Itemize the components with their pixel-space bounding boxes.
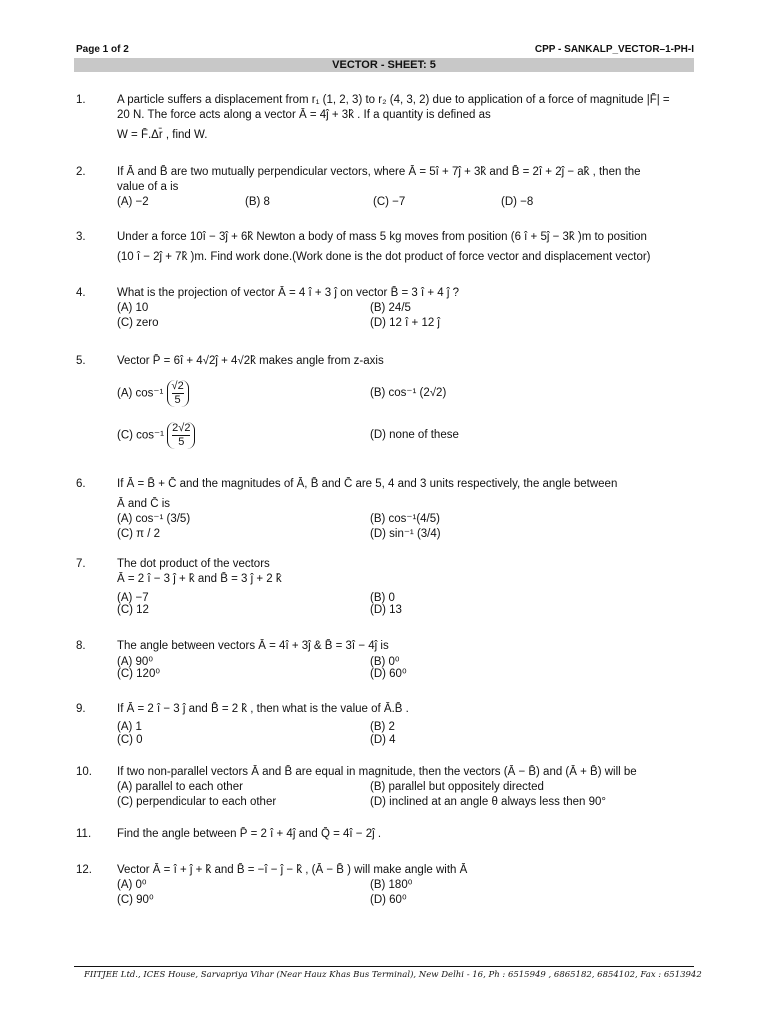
- option-c: (C) −7: [373, 196, 406, 208]
- question-7: 7. The dot product of the vectors Ā = 2 î − 3 ĵ + k̂ and B̄ = 3 ĵ + 2 k̂ (A) −7 (B) 0 (C) 12 (D) 13: [76, 558, 402, 616]
- option-a: (A) parallel to each other: [117, 781, 243, 793]
- footer-divider: [74, 966, 694, 967]
- option-d: (D) 60⁰: [370, 668, 407, 680]
- fraction: $\frac{2√2}{5}$: [167, 422, 195, 449]
- option-d: (D) 12 î + 12 ĵ: [370, 317, 440, 329]
- option-b: (B) 2: [370, 721, 395, 733]
- option-b: (B) 8: [245, 196, 270, 208]
- option-c: (C) zero: [117, 317, 159, 329]
- option-c: (C) π / 2: [117, 528, 161, 540]
- question-4: 4. What is the projection of vector Ā = 4 î + 3 ĵ on vector B̄ = 3 î + 4 ĵ ? (A) 10 (B) 24/5 (C) zero (D) 12 î + 12 ĵ: [76, 287, 459, 329]
- option-d: (D) 13: [370, 604, 402, 616]
- document-code: CPP - SANKALP_VECTOR–1-PH-I: [534, 44, 694, 55]
- option-a: (A) 1: [117, 721, 142, 733]
- option-a: (A) 90⁰: [117, 656, 153, 668]
- option-c: (C) perpendicular to each other: [117, 796, 277, 808]
- question-6: 6. If Ā = B̄ + C̄ and the magnitudes of Ā, B̄ and C̄ are 5, 4 and 3 units respectively, the angle between Ā and C̄ is (A) cos⁻¹ (3/5) (B) cos⁻¹(4/5) (C) π / 2 (D) sin⁻¹ (3/4): [76, 478, 618, 540]
- option-b: (B) cos⁻¹(4/5): [370, 513, 440, 525]
- option-c: (C) 120⁰: [117, 668, 160, 680]
- question-8: 8. The angle between vectors Ā = 4î + 3ĵ & B̄ = 3î − 4ĵ is (A) 90⁰ (B) 0⁰ (C) 120⁰ (D) 60⁰: [76, 640, 407, 680]
- question-9: 9. If Ā = 2 î − 3 ĵ and B̄ = 2 k̂ , then what is the value of Ā.B̄ . (A) 1 (B) 2 (C) 0 (D) 4: [76, 703, 409, 746]
- question-12: 12. Vector Ā = î + ĵ + k̂ and B̄ = −î − ĵ − k̂ , (Ā − B̄ ) will make angle with Ā (A) 0⁰ (B) 180⁰ (C) 90⁰ (D) 60⁰: [76, 864, 468, 906]
- option-b: (B) parallel but oppositely directed: [370, 781, 544, 793]
- option-b: (B) 24/5: [370, 302, 411, 314]
- question-3: 3. Under a force 10î − 3ĵ + 6k̂ Newton a body of mass 5 kg moves from position (6 î + 5ĵ − 3k̂ )m to position (10 î − 2ĵ + 7k̂ )m. Find work done.(Work done is the dot product of force vector and displacement vector): [76, 231, 651, 263]
- option-b: (B) 0⁰: [370, 656, 400, 668]
- option-a: (A) −2: [117, 196, 149, 208]
- question-5: 5. Vector P̄ = 6î + 4√2ĵ + 4√2k̂ makes angle from z-axis (A) cos⁻¹ $\frac{√2}{5}$ (B) cos⁻¹ (2√2) (C) cos⁻¹ $\frac{2√2}{5}$ (D) none of these: [76, 355, 459, 448]
- option-c: (C) 0: [117, 734, 143, 746]
- question-11: 11. Find the angle between P̄ = 2 î + 4ĵ and Q̄ = 4î − 2ĵ .: [76, 828, 382, 840]
- option-a: (A) 0⁰: [117, 879, 147, 891]
- question-1: 1. A particle suffers a displacement from r₁ (1, 2, 3) to r₂ (4, 3, 2) due to application of a force of magnitude |F̄| = 20 N. The force acts along a vector Ā = 4ĵ + 3k̂ . If a quantity is defined as W = F̄.Δr̄ , find W.: [76, 94, 670, 141]
- option-d: (D) none of these: [370, 428, 459, 441]
- option-b: (B) 180⁰: [370, 879, 413, 891]
- question-2: 2. If Ā and B̄ are two mutually perpendicular vectors, where Ā = 5î + 7ĵ + 3k̂ and B̄ = 2î + 2ĵ − ak̂ , then the value of a is (A) −2 (B) 8 (C) −7 (D) −8: [76, 166, 641, 208]
- option-d: (D) sin⁻¹ (3/4): [370, 528, 441, 540]
- sheet-title: VECTOR - SHEET: 5: [74, 58, 694, 72]
- option-b: (B) cos⁻¹ (2√2): [370, 386, 447, 399]
- option-a: (A) cos⁻¹ (3/5): [117, 513, 191, 525]
- option-b: (B) 0: [370, 592, 395, 604]
- option-c: (C) 12: [117, 604, 149, 616]
- option-a: (A) cos⁻¹ $\frac{√2}{5}$: [117, 380, 370, 407]
- option-d: (D) inclined at an angle θ always less then 90°: [370, 796, 607, 808]
- option-a: (A) 10: [117, 302, 149, 314]
- option-c: (C) cos⁻¹ $\frac{2√2}{5}$: [117, 422, 370, 449]
- question-10: 10. If two non-parallel vectors Ā and B̄ are equal in magnitude, then the vectors (Ā − B̄) and (Ā + B̄) will be (A) parallel to each other (B) parallel but oppositely directed (C) perpendicular to each other (D) inclined at an angle θ always less then 90°: [76, 766, 637, 808]
- option-d: (D) 4: [370, 734, 396, 746]
- fraction: $\frac{√2}{5}$: [167, 380, 189, 407]
- option-d: (D) −8: [501, 196, 534, 208]
- option-c: (C) 90⁰: [117, 894, 154, 906]
- option-d: (D) 60⁰: [370, 894, 407, 906]
- page-number: Page 1 of 2: [76, 44, 129, 55]
- option-a: (A) −7: [117, 592, 149, 604]
- footer-address: FIITJEE Ltd., ICES House, Sarvapriya Vihar (Near Hauz Khas Bus Terminal), New Delhi - 16, Ph : 6515949 , 6865182, 6854102, Fax : 6513942: [84, 970, 702, 980]
